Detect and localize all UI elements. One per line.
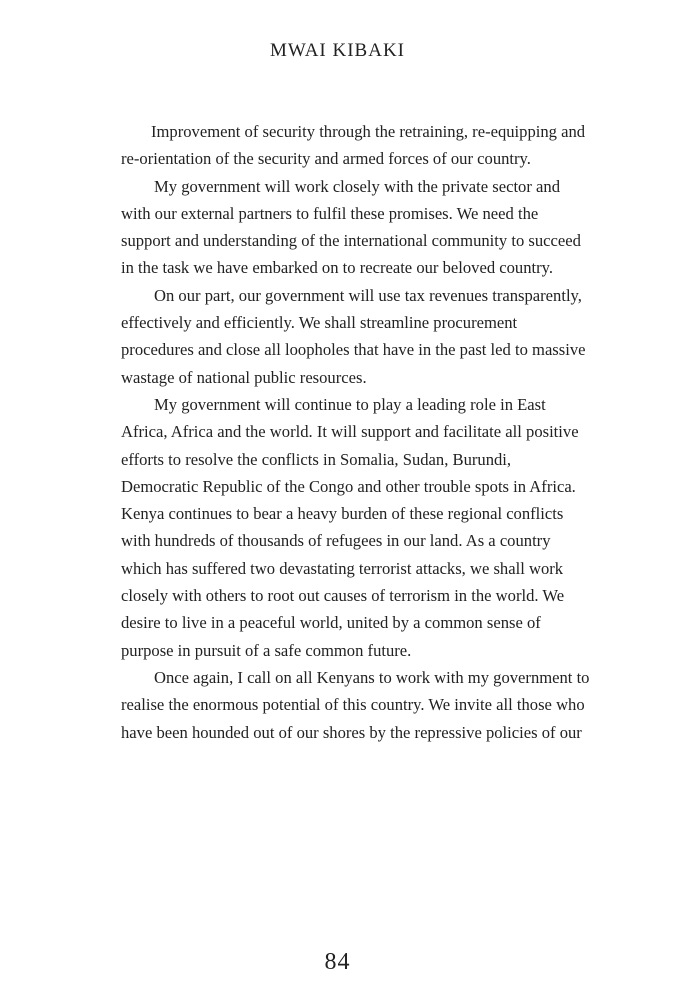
paragraph-3: On our part, our government will use tax revenues transparently, effectively and efficiently. We shall streamline procurement procedures and close all loopholes that have in the past led to massive wastage of national public resources. [121,285,586,387]
running-head: MWAI KIBAKI [269,40,405,61]
paragraph-4: My government will continue to play a leading role in East Africa, Africa and the world. It will support and facilitate all positive efforts to resolve the conflicts in Somalia, Sudan, Burundi, Democratic Republic of the Congo and other trouble spots in Africa. Kenya continues to bear a heavy burden of these regional conflicts with hundreds of thousands of refugees in our land. As a country which has suffered two devastating terrorist attacks, we shall work closely with others to root out causes of terrorism in the world. We desire to live in a peaceful world, united by a common sense of purpose in pursuit of a safe common future. [121,394,579,660]
paragraph-5: Once again, I call on all Kenyans to work with my government to realise the enormous potential of this country. We invite all those who have been hounded out of our shores by the repressive policies of our [121,667,590,742]
body-text [121,118,591,746]
paragraph-1: Improvement of security through the retraining, re-equipping and re-orientation of the security and armed forces of our country. [121,122,586,169]
paragraph-2: My government will work closely with the private sector and with our external partners to fulfil these promises. We need the support and understanding of the international community to succeed in the task we have embarked on to recreate our beloved country. [121,176,581,278]
page-number: 84 [324,949,351,975]
